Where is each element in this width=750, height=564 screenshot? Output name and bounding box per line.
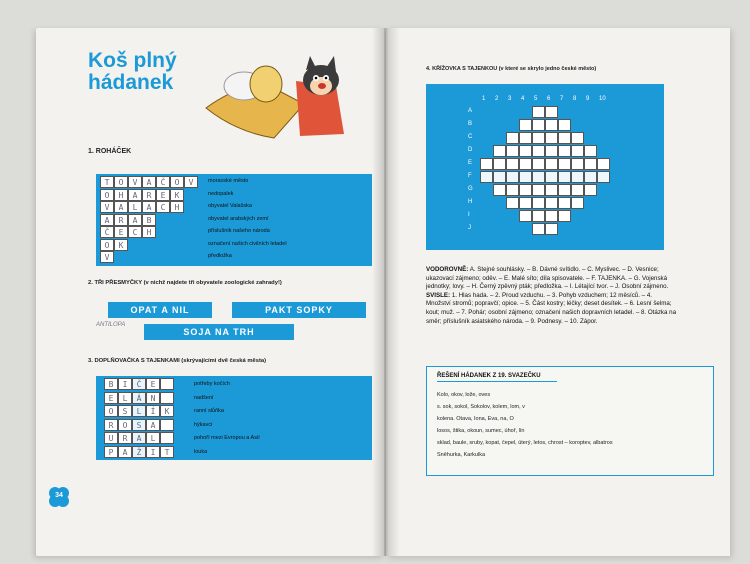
rohacek-cell[interactable]: A (142, 176, 156, 188)
doplnovacka-cell[interactable]: I (118, 378, 132, 390)
anagram-1: OPAT A NIL (108, 302, 212, 318)
rohacek-cell[interactable]: K (170, 189, 184, 201)
crossword-cell[interactable] (532, 132, 545, 144)
crossword-cell[interactable] (519, 119, 532, 131)
column-number: 7 (560, 96, 564, 102)
doplnovacka-cell[interactable]: A (132, 432, 146, 444)
solution-line: losos, štika, okoun, sumec, úhoř, lín (437, 428, 525, 434)
crossword-cell[interactable] (532, 171, 545, 183)
solutions-box (426, 366, 714, 476)
crossword-cell[interactable] (545, 158, 558, 170)
crossword-cell[interactable] (571, 132, 584, 144)
crossword-cell[interactable] (519, 145, 532, 157)
crossword-cell[interactable] (545, 119, 558, 131)
solutions-heading: ŘEŠENÍ HÁDANEK Z 19. SVAZEČKU (437, 373, 541, 379)
crossword-cell[interactable] (545, 210, 558, 222)
doplnovacka-cell[interactable] (160, 432, 174, 444)
rohacek-cell[interactable]: A (142, 201, 156, 213)
crossword-cell[interactable] (519, 210, 532, 222)
svisle-label: SVISLE: (426, 291, 451, 299)
rohacek-clue: příslušník našeho národa (208, 228, 270, 234)
doplnovacka-cell[interactable]: S (132, 419, 146, 431)
crossword-cell[interactable] (506, 132, 519, 144)
section3-heading: 3. DOPLŇOVAČKA S TAJENKAMI (skrývajícími dvě česká města) (88, 358, 267, 364)
crossword-cell[interactable] (571, 145, 584, 157)
row-letter: C (468, 134, 473, 140)
rohacek-clue: nedopalek (208, 190, 234, 197)
row-letter: D (468, 147, 473, 153)
doplnovacka-cell[interactable]: A (146, 419, 160, 431)
rohacek-cell[interactable]: V (128, 176, 142, 188)
crossword-cell[interactable] (532, 223, 545, 235)
doplnovacka-cell[interactable]: B (104, 378, 118, 390)
row-letter: I (468, 212, 470, 218)
crossword-cell[interactable] (493, 145, 506, 157)
doplnovacka-cell[interactable] (160, 378, 174, 390)
rohacek-clue: předložka (208, 253, 232, 259)
rohacek-cell[interactable]: B (142, 214, 156, 226)
crossword-cell[interactable] (532, 145, 545, 157)
open-booklet (36, 28, 726, 556)
doplnovacka-clue: pohoří mezi Evropou a Asií (194, 435, 260, 441)
column-number: 9 (586, 96, 590, 102)
row-letter: J (468, 225, 471, 231)
crossword-cell[interactable] (545, 223, 558, 235)
rohacek-cell[interactable]: A (128, 189, 142, 201)
doplnovacka-cell[interactable]: P (104, 446, 118, 458)
crossword-cell[interactable] (545, 106, 558, 118)
row-letter: B (468, 121, 473, 127)
crossword-cell[interactable] (493, 158, 506, 170)
doplnovacka-cell[interactable]: A (118, 446, 132, 458)
row-letter: H (468, 199, 473, 205)
rohacek-cell[interactable]: C (128, 226, 142, 238)
anagram-2: PAKT SOPKY (232, 302, 366, 318)
rohacek-cell[interactable]: V (184, 176, 198, 188)
crossword-cell[interactable] (493, 171, 506, 183)
rohacek-cell[interactable]: V (100, 201, 114, 213)
page-title: Koš plný hádanek (88, 49, 177, 94)
doplnovacka-cell[interactable]: O (104, 405, 118, 417)
doplnovacka-cell[interactable]: Ž (132, 446, 146, 458)
solution-line: kolena. Otava, Iona, Eva, na, O (437, 416, 514, 422)
solution-line: Sněhurka, Karkulka (437, 452, 485, 458)
crossword-cell[interactable] (545, 171, 558, 183)
crossword-cell[interactable] (545, 132, 558, 144)
left-page (36, 28, 384, 556)
doplnovacka-cell[interactable]: T (160, 446, 174, 458)
doplnovacka-clue: louka (194, 448, 208, 455)
crossword-cell[interactable] (558, 171, 571, 183)
column-number: 6 (547, 96, 551, 102)
anagram-3: SOJA NA TRH (144, 324, 294, 340)
doplnovacka-cell[interactable]: O (118, 419, 132, 431)
vodorovne-text: A. Stejné souhlásky. – B. Dávné svítidlo. – C. Myslivec. – D. Vesnice; ukazovací zájmeno; oděv. – E. Malé síto; díla spisovatele. – F. TAJENKA. – G. Vojenská jednotky; lovy. – H. Černý zpěvný pták; předložka. – I. Létající tvor. – J. Osobní zájmeno. (426, 266, 669, 291)
doplnovacka-cell[interactable]: Á (132, 392, 146, 404)
crossword-cell[interactable] (545, 145, 558, 157)
crossword-cell[interactable] (493, 184, 506, 196)
rohacek-cell[interactable]: O (100, 239, 114, 251)
crossword-cell[interactable] (558, 119, 571, 131)
crossword-cell[interactable] (506, 145, 519, 157)
crossword-cell[interactable] (519, 132, 532, 144)
column-number: 10 (599, 96, 606, 102)
row-letter: G (468, 186, 473, 192)
svisle-text: 1. Hlas hada. – 2. Proud vzduchu. – 3. Pohyb vzduchem; 12 měsíců. – 4. Množství stromů; popravčí; opice. – 5. Část kostry; léčky; deset desítek. – 6. Lesní šelma; kout; muž. – 7. Pohár; osobní zájmeno; označení našich dopravních letadel. – 8. Otázka na směr; příslušník asiatského národa. – 9. Podnesy. – 10. Zápor. (426, 291, 677, 325)
rohacek-cell[interactable]: K (114, 239, 128, 251)
doplnovacka-cell[interactable]: R (118, 432, 132, 444)
doplnovacka-cell[interactable] (160, 419, 174, 431)
crossword-cell[interactable] (584, 158, 597, 170)
row-letter: A (468, 108, 473, 114)
doplnovacka-cell[interactable]: S (118, 405, 132, 417)
rohacek-cell[interactable]: Č (100, 226, 114, 238)
crossword-cell[interactable] (571, 158, 584, 170)
rohacek-cell[interactable]: H (114, 189, 128, 201)
vodorovne-label: VODOROVNĚ: (426, 266, 469, 273)
rohacek-cell[interactable]: H (170, 201, 184, 213)
rohacek-cell[interactable]: E (156, 189, 170, 201)
column-number: 3 (508, 96, 512, 102)
rohacek-cell[interactable]: E (114, 226, 128, 238)
doplnovacka-cell[interactable]: E (104, 392, 118, 404)
rohacek-cell[interactable]: O (170, 176, 184, 188)
rohacek-cell[interactable]: R (142, 189, 156, 201)
cat-with-horn-illustration (196, 46, 356, 146)
rohacek-cell[interactable]: L (128, 201, 142, 213)
rohacek-cell[interactable]: T (100, 176, 114, 188)
column-number: 4 (521, 96, 525, 102)
column-number: 2 (495, 96, 499, 102)
clues-block (426, 266, 678, 326)
crossword-cell[interactable] (519, 158, 532, 170)
rohacek-clue: označení našich civilních letadel (208, 240, 287, 247)
crossword-cell[interactable] (558, 145, 571, 157)
row-letter: F (468, 173, 472, 179)
crossword-cell[interactable] (558, 197, 571, 209)
crossword-cell[interactable] (532, 119, 545, 131)
doplnovacka-cell[interactable]: K (160, 405, 174, 417)
rohacek-clue: obyvatel arabských zemí (208, 215, 269, 222)
crossword-cell[interactable] (571, 197, 584, 209)
solutions-lines (437, 389, 613, 461)
crossword-cell[interactable] (480, 158, 493, 170)
doplnovacka-cell[interactable]: L (118, 392, 132, 404)
crossword-cell[interactable] (584, 184, 597, 196)
crossword-cell[interactable] (558, 132, 571, 144)
crossword-cell[interactable] (506, 158, 519, 170)
section2-heading: 2. TŘI PŘESMYČKY (v nichž najdete tři obyvatele zoologické zahrady!) (88, 280, 282, 286)
book-gutter (372, 28, 400, 556)
crossword-cell[interactable] (584, 171, 597, 183)
doplnovacka-cell[interactable]: N (146, 392, 160, 404)
crossword-cell[interactable] (532, 210, 545, 222)
crossword-cell[interactable] (597, 158, 610, 170)
solution-line: sklad, baule, sruby, kopat, čepel, úterý, letos, chrost – koroptev, albatros (437, 440, 613, 446)
crossword-cell[interactable] (545, 197, 558, 209)
crossword-cell[interactable] (584, 145, 597, 157)
crossword-cell[interactable] (519, 197, 532, 209)
doplnovacka-cell[interactable]: I (146, 446, 160, 458)
crossword-cell[interactable] (532, 158, 545, 170)
rohacek-clue: moravské město (208, 178, 249, 184)
crossword-cell[interactable] (558, 184, 571, 196)
crossword-cell[interactable] (545, 184, 558, 196)
doplnovacka-cell[interactable]: L (132, 405, 146, 417)
rohacek-cell[interactable]: Č (156, 176, 170, 188)
rohacek-cell[interactable]: C (156, 201, 170, 213)
crossword-cell[interactable] (519, 171, 532, 183)
crossword-cell[interactable] (571, 184, 584, 196)
crossword-cell[interactable] (558, 210, 571, 222)
rohacek-cell[interactable]: A (114, 201, 128, 213)
column-number: 5 (534, 96, 538, 102)
crossword-cell[interactable] (519, 184, 532, 196)
doplnovacka-cell[interactable]: L (146, 432, 160, 444)
rohacek-cell[interactable]: H (142, 226, 156, 238)
doplnovacka-cell[interactable]: E (146, 378, 160, 390)
crossword-cell[interactable] (506, 184, 519, 196)
page-number: 34 (55, 492, 63, 499)
crossword-cell[interactable] (506, 171, 519, 183)
crossword-cell[interactable] (597, 171, 610, 183)
crossword-cell[interactable] (558, 158, 571, 170)
doplnovacka-cell[interactable]: R (104, 419, 118, 431)
rohacek-cell[interactable]: R (114, 214, 128, 226)
solution-line: Kolo, okov, lože, oves (437, 392, 491, 398)
crossword-cell[interactable] (480, 171, 493, 183)
doplnovacka-clue: ranní slůňka (194, 408, 224, 414)
crossword-cell[interactable] (506, 197, 519, 209)
rohacek-cell[interactable]: A (100, 214, 114, 226)
crossword-cell[interactable] (532, 197, 545, 209)
crossword-cell[interactable] (532, 106, 545, 118)
doplnovacka-cell[interactable]: U (104, 432, 118, 444)
column-number: 1 (482, 96, 486, 102)
doplnovacka-cell[interactable]: Í (146, 405, 160, 417)
solution-line: s. sok, sokol, Sokolov, kolem, lom, v (437, 404, 525, 410)
rohacek-cell[interactable]: O (100, 189, 114, 201)
rohacek-cell[interactable]: A (128, 214, 142, 226)
column-number: 8 (573, 96, 577, 102)
doplnovacka-clue: potřeby kočích (194, 381, 230, 387)
section4-heading: 4. KŘÍŽOVKA S TAJENKOU (v které se skrylo jedno české město) (426, 66, 597, 72)
right-page (386, 28, 730, 556)
rohacek-cell[interactable]: O (114, 176, 128, 188)
crossword-cell[interactable] (532, 184, 545, 196)
rohacek-cell[interactable]: V (100, 251, 114, 263)
section1-heading: 1. ROHÁČEK (88, 148, 132, 155)
rohacek-clue: obyvatel Valašska (208, 203, 252, 209)
doplnovacka-cell[interactable]: Č (132, 378, 146, 390)
crossword-cell[interactable] (571, 171, 584, 183)
doplnovacka-clue: hýkavci (194, 421, 213, 428)
doplnovacka-clue: nadšení (194, 394, 214, 401)
doplnovacka-cell[interactable] (160, 392, 174, 404)
handwritten-answer: ANTILOPA (96, 322, 126, 328)
row-letter: E (468, 160, 473, 166)
